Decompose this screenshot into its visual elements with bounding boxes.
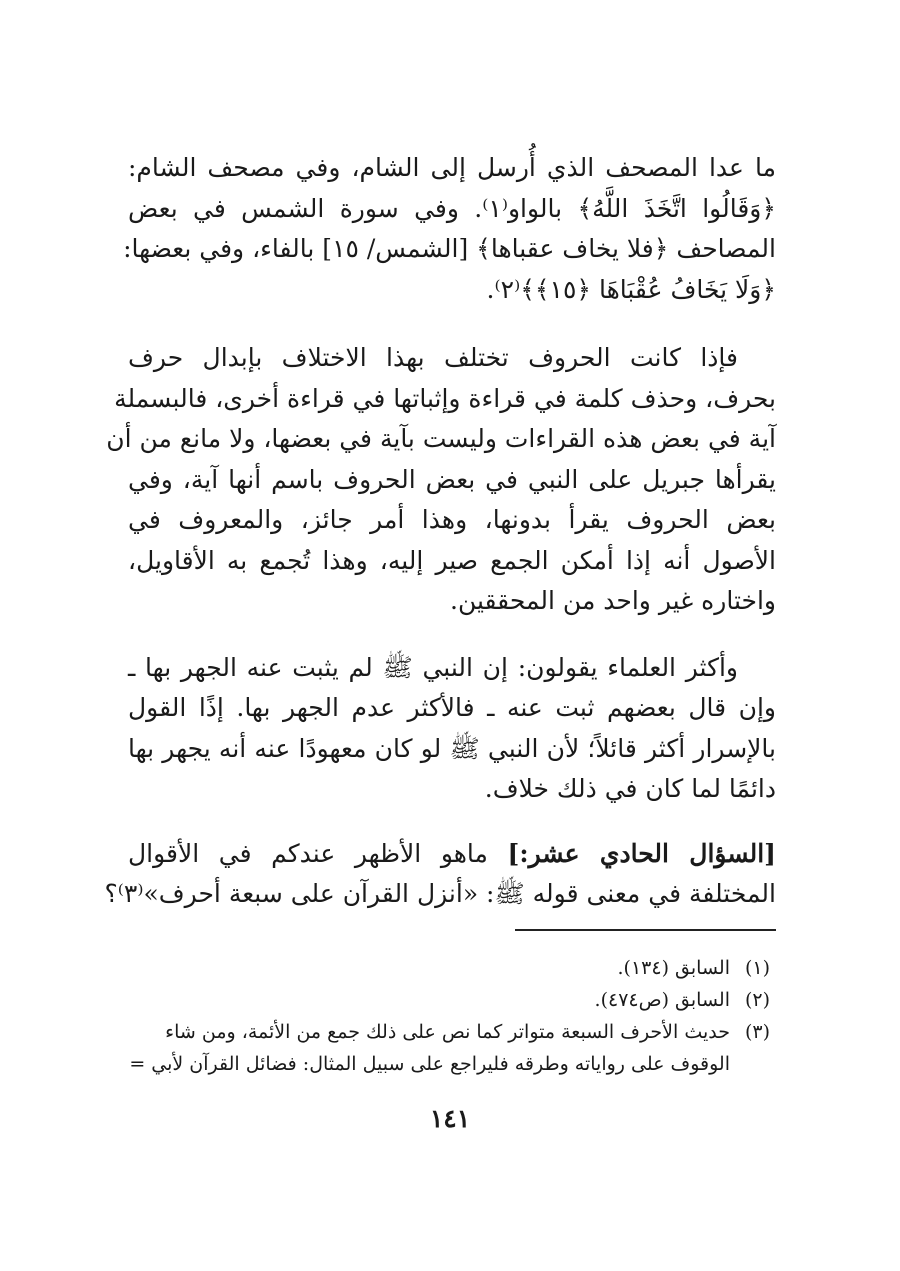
footnote-number: (١) (744, 957, 770, 979)
text-line: فإذا كانت الحروف تختلف بهذا الاختلاف بإبدال حرف (128, 343, 738, 372)
footnote-number: (٢) (744, 989, 770, 1011)
text-line: آية في بعض هذه القراءات وليست بآية في بعضها، ولا مانع من أن (106, 424, 776, 453)
question-text: ماهو الأظهر عندكم في الأقوال (128, 838, 488, 868)
text-line: وأكثر العلماء يقولون: إن النبي ﷺ لم يثبت عنه الجهر بها ـ (128, 652, 738, 682)
footnote-divider (515, 929, 776, 931)
text-line: وإن قال بعضهم ثبت عنه ـ فالأكثر عدم الجهر بها. إذًا القول (128, 693, 776, 722)
paragraph-4 (104, 834, 777, 915)
text-line: يقرأها جبريل على النبي في بعض الحروف باسم أنها آية، وفي (128, 464, 776, 494)
text-line: بحرف، وحذف كلمة في قراءة وإثباتها في قراءة أخرى، فالبسملة (114, 383, 776, 413)
text-line: ﴿وَلَا يَخَافُ عُقْبَاهَا ﴿١٥﴾﴾⁽٢⁾. (486, 274, 776, 304)
question-heading: [السؤال الحادي عشر:] (507, 838, 777, 868)
text-line: ﴿وَقَالُوا اتَّخَذَ اللَّهُ﴾ بالواو⁽١⁾. وفي سورة الشمس في بعض (128, 193, 776, 223)
text-line: ما عدا المصحف الذي أُرسل إلى الشام، وفي مصحف الشام: (128, 153, 776, 182)
text-line (128, 834, 776, 875)
footnotes (110, 952, 770, 1080)
footnote-text: حديث الأحرف السبعة متواتر كما نص على ذلك جمع من الأئمة، ومن شاء (165, 1021, 730, 1043)
footnote-3 (110, 1016, 770, 1048)
text-line: المختلفة في معنى قوله ﷺ: «أنزل القرآن على سبعة أحرف»⁽٣⁾؟ (104, 879, 776, 908)
footnote-text: السابق (١٣٤). (617, 957, 730, 979)
footnote-1 (110, 952, 770, 984)
main-text (104, 148, 777, 915)
text-line: الأصول أنه إذا أمكن الجمع صير إليه، وهذا تُجمع به الأقاويل، (128, 545, 776, 575)
text-line: بالإسرار أكثر قائلاً؛ لأن النبي ﷺ لو كان معهودًا عنه أنه يجهر بها (128, 733, 776, 763)
paragraph-3 (128, 648, 776, 810)
paragraph-2 (106, 338, 776, 622)
text-line: المصاحف ﴿فلا يخاف عقباها﴾ [الشمس/ ١٥] بالفاء، وفي بعضها: (123, 234, 776, 263)
footnote-text: السابق (ص٤٧٤). (594, 989, 730, 1011)
text-line: واختاره غير واحد من المحققين. (450, 586, 776, 615)
page-number: ١٤١ (429, 1104, 471, 1133)
footnote-2 (110, 984, 770, 1016)
paragraph-1 (123, 148, 776, 310)
text-line: بعض الحروف يقرأ بدونها، وهذا أمر جائز، والمعروف في (128, 505, 776, 534)
text-line: دائمًا لما كان في ذلك خلاف. (484, 774, 776, 803)
footnote-continuation: الوقوف على رواياته وطرقه فليراجع على سبيل المثال: فضائل القرآن لأبي = (129, 1053, 730, 1075)
footnote-number: (٣) (744, 1021, 770, 1043)
